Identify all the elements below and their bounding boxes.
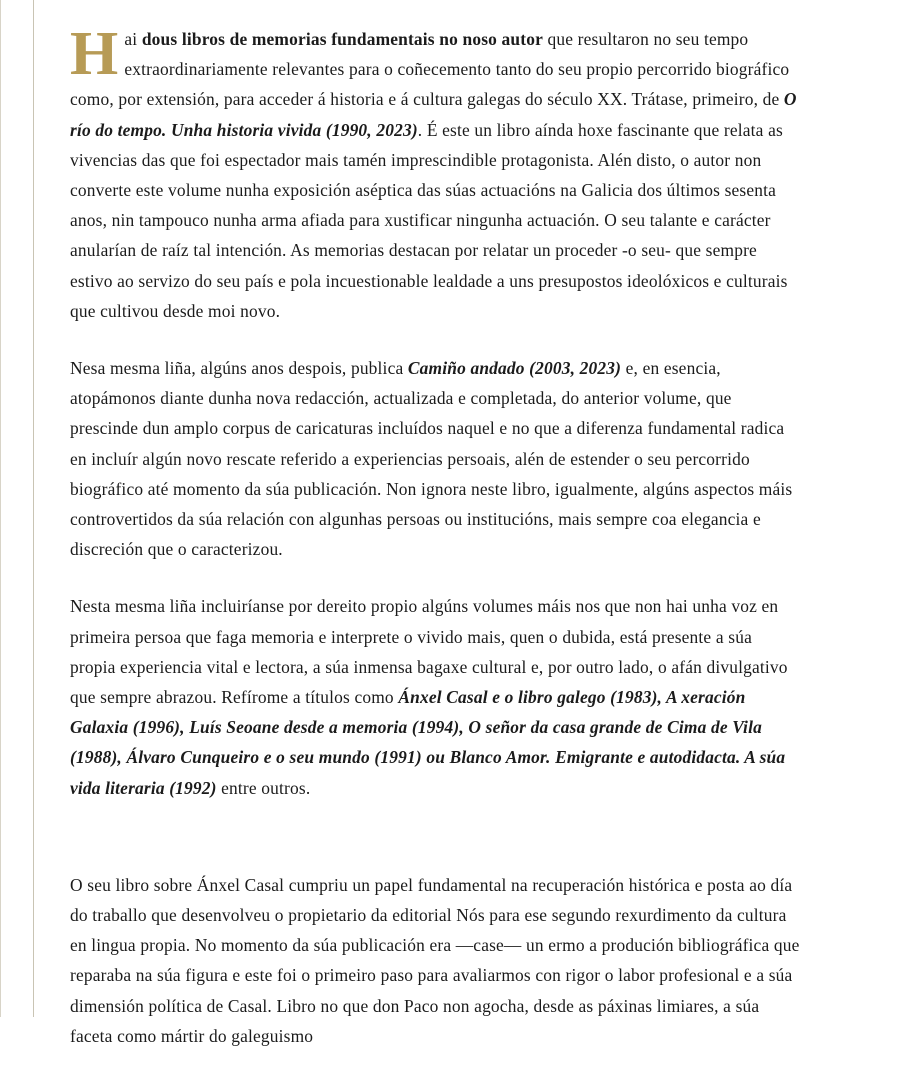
book-title: Ánxel Casal e o libro galego (1983), A xeración Galaxia (1996), Luís Seoane desde a memoria (1994), O señor da casa grande de Cima de Vila (1988), Álvaro Cunqueiro e o seu mundo (1991) ou Blanco Amor. Emigrante e autodidacta. A súa vida literaria (1992) xyxy=(70,687,786,798)
paragraph-4-text xyxy=(70,875,800,1046)
text-run: O seu libro sobre Ánxel Casal cumpriu un papel fundamental na recuperación histórica e posta ao día do traballo que desenvolveu o propietario da editorial Nós para ese segundo rexurdimento da cultura en lingua propia. No momento da súa publicación era —case— un ermo a produción bibliográfica que reparaba na súa figura e este foi o primeiro paso para avaliarmos con rigor o labor profesional e a súa dimensión política de Casal. Libro no que don Paco non agocha, desde as páxinas limiares, a súa faceta como mártir do galeguismo xyxy=(70,874,800,1046)
paragraph-2 xyxy=(70,353,800,564)
paragraph-1 xyxy=(70,20,800,326)
text-run: que resultaron no seu tempo extraordinariamente relevantes para o coñecemento tanto do seu propio percorrido biográfico como, por extensión, para acceder á historia e á cultura galegas do século XX. Trátase, primeiro, de xyxy=(70,29,790,110)
drop-cap: H xyxy=(70,20,119,88)
text-run: e, en esencia, atopámonos diante dunha nova redacción, actualizada e completada, do anterior volume, que prescinde dun amplo corpus de caricaturas incluídos naquel e no que a diferenza fundamental radica en incluír algún novo rescate referido a experiencias persoais, alén de estender o seu percorrido biográfico até momento da súa publicación. Non ignora neste libro, igualmente, algúns aspectos máis controvertidos da súa relación con algunhas persoas ou institucións, mais sempre coa elegancia e discreción que o caracterizou. xyxy=(70,358,793,560)
paragraph-3 xyxy=(70,591,800,802)
paragraph-3-text xyxy=(70,596,788,797)
text-run: entre outros. xyxy=(216,777,311,798)
left-margin-rule-inner xyxy=(33,0,34,1017)
book-title: O río do tempo. Unha historia vivida (1990, 2023) xyxy=(70,89,797,140)
book-title: Camiño andado (2003, 2023) xyxy=(407,358,622,379)
paragraph-2-text xyxy=(70,358,792,559)
left-margin-rule-outer xyxy=(0,0,1,1017)
text-run: ai xyxy=(124,29,142,49)
text-run: Nesta mesma liña incluiríanse por dereito propio algúns volumes máis nos que non hai unha voz en primeira persoa que faga memoria e interprete o vivido mais, quen o dubida, está presente a súa propia experiencia vital e lectora, a súa inmensa bagaxe cultural e, por outro lado, o afán divulgativo que sempre abrazou. Refírome a títulos como xyxy=(70,596,788,708)
text-run: . É este un libro aínda hoxe fascinante que relata as vivencias das que foi espectador mais tamén imprescindible protagonista. Alén disto, o autor non converte este volume nunha exposición aséptica das súas actuacións na Galicia dos últimos sesenta anos, nin tampouco nunha arma afiada para xustificar ningunha actuación. O seu talante e carácter anularían de raíz tal intención. As memorias destacan por relatar un proceder -o seu- que sempre estivo ao servizo do seu país e pola incuestionable lealdade a uns presupostos ideolóxicos e culturais que cultivou desde moi novo. xyxy=(70,119,788,321)
paragraph-4 xyxy=(70,870,800,1051)
emphasis-bold: dous libros de memorias fundamentais no noso autor xyxy=(141,29,543,49)
article-body xyxy=(70,0,800,1078)
text-run: Nesa mesma liña, algúns anos despois, publica xyxy=(70,358,408,379)
paragraph-1-text xyxy=(70,20,797,321)
